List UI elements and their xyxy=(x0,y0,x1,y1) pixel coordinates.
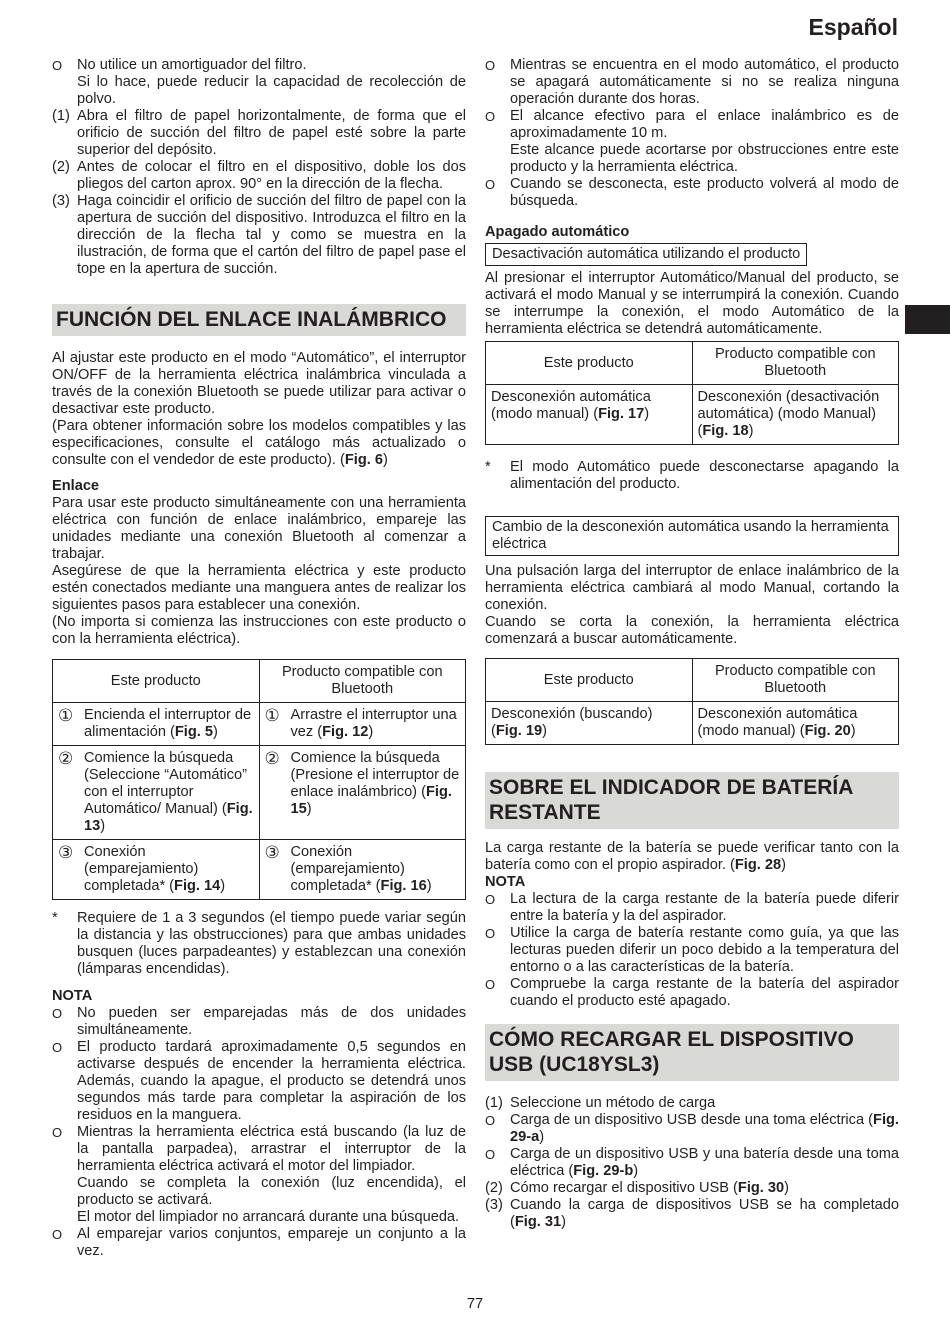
auto-mode-notes xyxy=(485,57,899,210)
table-cell xyxy=(259,703,466,746)
bullet-marker: (1) xyxy=(485,1095,503,1111)
table-row xyxy=(486,702,899,745)
footnote: * Requiere de 1 a 3 segundos (el tiempo puede variar según la distancia y las obstrucciones) para que ambas unidades busquen (luces parpadeantes) y establezcan una conexión (lámparas encendidas). xyxy=(52,910,466,977)
left-column xyxy=(52,57,466,1260)
enlace-paragraph-2: Asegúrese de que la herramienta eléctrica y este producto estén conectados mediante una manguera antes de realizar los siguientes pasos para establecer una conexión. xyxy=(52,563,466,613)
tool-disconnect-box-label: Cambio de la desconexión automática usando la herramienta eléctrica xyxy=(485,516,899,556)
table-header: Este producto xyxy=(486,659,693,702)
section-title-usb: CÓMO RECARGAR EL DISPOSITIVO USB (UC18YSL3) xyxy=(485,1024,899,1081)
list-item xyxy=(485,1095,899,1112)
table-cell xyxy=(53,840,260,900)
list-item-text: Al emparejar varios conjuntos, empareje un conjunto a la vez. xyxy=(77,1226,466,1259)
table-cell xyxy=(259,840,466,900)
list-item-text: Carga de un dispositivo USB desde una toma eléctrica (Fig. 29-a) xyxy=(510,1112,899,1145)
list-item-text: Cuando la carga de dispositivos USB se ha completado (Fig. 31) xyxy=(510,1197,899,1230)
bullet-marker: O xyxy=(52,1227,63,1242)
bullet-marker: (2) xyxy=(52,159,70,175)
table-cell: Desconexión automática (modo manual) (Fig. 17) xyxy=(486,385,693,445)
list-item xyxy=(485,1146,899,1180)
bullet-marker: O xyxy=(485,109,496,124)
list-item-text: No pueden ser emparejadas más de dos unidades simultáneamente. xyxy=(77,1005,466,1038)
bullet-marker: O xyxy=(485,977,496,992)
filter-instructions xyxy=(52,57,466,278)
enlace-paragraph-3: (No importa si comienza las instrucciones con este producto o con la herramienta eléctrica). xyxy=(52,614,466,647)
table-cell xyxy=(259,746,466,840)
enlace-paragraph-1: Para usar este producto simultáneamente con una herramienta eléctrica con función de enlace inalámbrico, empareje las unidades mediante una conexión Bluetooth al comenzar a trabajar. xyxy=(52,495,466,562)
bullet-marker: O xyxy=(485,177,496,192)
step-text: Arrastre el interruptor una vez (Fig. 12) xyxy=(290,707,457,740)
list-item xyxy=(485,1197,899,1231)
auto-off-box-label: Desactivación automática utilizando el producto xyxy=(485,243,807,266)
pairing-table xyxy=(52,659,466,900)
table-header: Producto compatible con Bluetooth xyxy=(692,342,899,385)
list-item xyxy=(485,925,899,976)
list-item xyxy=(485,57,899,108)
bullet-marker: O xyxy=(485,58,496,73)
step-number: ③ xyxy=(58,843,74,862)
section-title-battery: SOBRE EL INDICADOR DE BATERÍA RESTANTE xyxy=(485,772,899,829)
list-item xyxy=(52,1226,466,1260)
list-item-text: Haga coincidir el orificio de succión del filtro de papel con la apertura de succión del dispositivo. Introduzca el filtro en la dirección de la flecha tal y como se muestra en la ilustración, de forma que el cartón del filtro de papel pase el tope en la apertura de succión. xyxy=(77,193,466,277)
bullet-marker: O xyxy=(485,1113,496,1128)
list-item-text: Mientras la herramienta eléctrica está buscando (la luz de la pantalla parpadea), arrastrar el interruptor de la herramienta eléctrica activará el motor del limpiador. Cuando se completa la conexión (luz encendida), el producto se activará. El motor del limpiador no arrancará durante una búsqueda. xyxy=(77,1124,466,1225)
list-item-text: No utilice un amortiguador del filtro. Si lo hace, puede reducir la capacidad de recolección de polvo. xyxy=(77,57,466,107)
list-item xyxy=(485,1112,899,1146)
list-item-text: El producto tardará aproximadamente 0,5 segundos en activarse después de encender la herramienta eléctrica. Además, cuando la apague, el producto se detendrá unos segundos más tarde para completar la aspiración de los residuos en la manguera. xyxy=(77,1039,466,1123)
list-item xyxy=(52,1005,466,1039)
nota-list xyxy=(485,891,899,1010)
wireless-intro: Al ajustar este producto en el modo “Automático”, el interruptor ON/OFF de la herramienta eléctrica inalámbrica vinculada a través de la conexión Bluetooth se puede utilizar para activar o desactivar este producto. xyxy=(52,350,466,417)
list-item xyxy=(52,1124,466,1226)
bullet-marker: O xyxy=(52,1125,63,1140)
apagado-title: Apagado automático xyxy=(485,224,630,240)
list-item xyxy=(52,1039,466,1124)
step-text: Conexión (emparejamiento) completada* (Fig. 16) xyxy=(290,844,432,894)
tool-disconnect-text-2: Cuando se corta la conexión, la herramienta eléctrica comenzará a buscar automáticamente. xyxy=(485,614,899,647)
table-cell: Desconexión automática (modo manual) (Fig. 20) xyxy=(692,702,899,745)
list-item-text: Utilice la carga de batería restante como guía, ya que las lecturas pueden diferir un poco debido a la temperatura del entorno o a las características de la batería. xyxy=(510,925,899,975)
tool-disconnect-table xyxy=(485,658,899,745)
section-title-wireless-link: FUNCIÓN DEL ENLACE INALÁMBRICO xyxy=(52,304,466,336)
auto-off-table xyxy=(485,341,899,445)
table-header: Producto compatible con Bluetooth xyxy=(692,659,899,702)
bullet-marker: O xyxy=(52,1040,63,1055)
section-tab-marker xyxy=(905,305,950,334)
table-cell: Desconexión (desactivación automática) (modo Manual) (Fig. 18) xyxy=(692,385,899,445)
list-item xyxy=(52,193,466,278)
list-item-text: El alcance efectivo para el enlace inalámbrico es de aproximadamente 10 m. Este alcance puede acortarse por obstrucciones entre este producto y la herramienta eléctrica. xyxy=(510,108,899,175)
wireless-intro-note: (Para obtener información sobre los modelos compatibles y las especificaciones, consulte el catálogo más actualizado o consulte con el vendedor de este producto). (Fig. 6) xyxy=(52,418,466,468)
list-item-text: Cómo recargar el dispositivo USB (Fig. 30) xyxy=(510,1180,790,1196)
list-item xyxy=(52,108,466,159)
battery-text: La carga restante de la batería se puede verificar tanto con la batería como con el propio aspirador. (Fig. 28) xyxy=(485,840,899,873)
nota-list xyxy=(52,1005,466,1260)
table-cell xyxy=(53,703,260,746)
bullet-marker: O xyxy=(485,892,496,907)
step-number: ③ xyxy=(264,843,280,862)
bullet-marker: O xyxy=(485,926,496,941)
bullet-marker: (3) xyxy=(52,193,70,209)
list-item-text: Cuando se desconecta, este producto volverá al modo de búsqueda. xyxy=(510,176,899,209)
enlace-title: Enlace xyxy=(52,478,100,494)
table-row xyxy=(53,746,466,840)
table-row xyxy=(486,385,899,445)
table-cell: Desconexión (buscando) (Fig. 19) xyxy=(486,702,693,745)
step-number: ② xyxy=(264,749,280,768)
list-item xyxy=(485,891,899,925)
page-number: 77 xyxy=(466,1296,484,1312)
list-item xyxy=(485,1180,899,1197)
list-item xyxy=(485,976,899,1010)
table-header: Producto compatible con Bluetooth xyxy=(259,660,466,703)
bullet-marker: O xyxy=(52,1006,63,1021)
bullet-marker: O xyxy=(485,1147,496,1162)
nota-title: NOTA xyxy=(485,874,526,890)
bullet-marker: (1) xyxy=(52,108,70,124)
tool-disconnect-text-1: Una pulsación larga del interruptor de enlace inalámbrico de la herramienta eléctrica cambiará al modo Manual, cortando la conexión. xyxy=(485,563,899,613)
step-text: Comience la búsqueda (Presione el interruptor de enlace inalámbrico) (Fig. 15) xyxy=(290,750,460,817)
step-number: ① xyxy=(58,706,74,725)
table-cell xyxy=(53,746,260,840)
list-item-text: Mientras se encuentra en el modo automático, el producto se apagará automáticamente si no se realiza ninguna operación durante dos horas. xyxy=(510,57,899,107)
step-number: ② xyxy=(58,749,74,768)
list-item-text: Abra el filtro de papel horizontalmente, de forma que el orificio de succión del filtro de papel esté sobre la parte superior del depósito. xyxy=(77,108,466,158)
nota-title: NOTA xyxy=(52,988,93,1004)
list-item xyxy=(485,108,899,176)
step-number: ① xyxy=(264,706,280,725)
list-item-text: Compruebe la carga restante de la batería del aspirador cuando el producto esté apagado. xyxy=(510,976,899,1009)
bullet-marker: (2) xyxy=(485,1180,503,1196)
list-item xyxy=(52,57,466,108)
right-column xyxy=(485,57,899,1231)
table-row xyxy=(53,703,466,746)
language-label: Español xyxy=(808,14,898,40)
table-row xyxy=(53,840,466,900)
usb-steps xyxy=(485,1095,899,1231)
auto-off-text: Al presionar el interruptor Automático/Manual del producto, se activará el modo Manual y se interrumpirá la conexión. Cuando se interrumpe la conexión, el modo Automático de la herramienta eléctrica se detendrá automáticamente. xyxy=(485,270,899,337)
step-text: Encienda el interruptor de alimentación (Fig. 5) xyxy=(84,707,252,740)
list-item-text: Antes de colocar el filtro en el dispositivo, doble los dos pliegos del carton aprox. 90° en la dirección de la flecha. xyxy=(77,159,466,192)
table-header: Este producto xyxy=(486,342,693,385)
list-item-text: Seleccione un método de carga xyxy=(510,1095,716,1111)
table-header: Este producto xyxy=(53,660,260,703)
list-item xyxy=(485,176,899,210)
list-item xyxy=(52,159,466,193)
footnote: * El modo Automático puede desconectarse apagando la alimentación del producto. xyxy=(485,459,899,492)
step-text: Comience la búsqueda (Seleccione “Automático” con el interruptor Automático/ Manual) (Fig. 13) xyxy=(84,750,253,834)
list-item-text: La lectura de la carga restante de la batería puede diferir entre la batería y la del aspirador. xyxy=(510,891,899,924)
bullet-marker: O xyxy=(52,58,63,73)
list-item-text: Carga de un dispositivo USB y una batería desde una toma eléctrica (Fig. 29-b) xyxy=(510,1146,899,1179)
bullet-marker: (3) xyxy=(485,1197,503,1213)
step-text: Conexión (emparejamiento) completada* (Fig. 14) xyxy=(84,844,226,894)
